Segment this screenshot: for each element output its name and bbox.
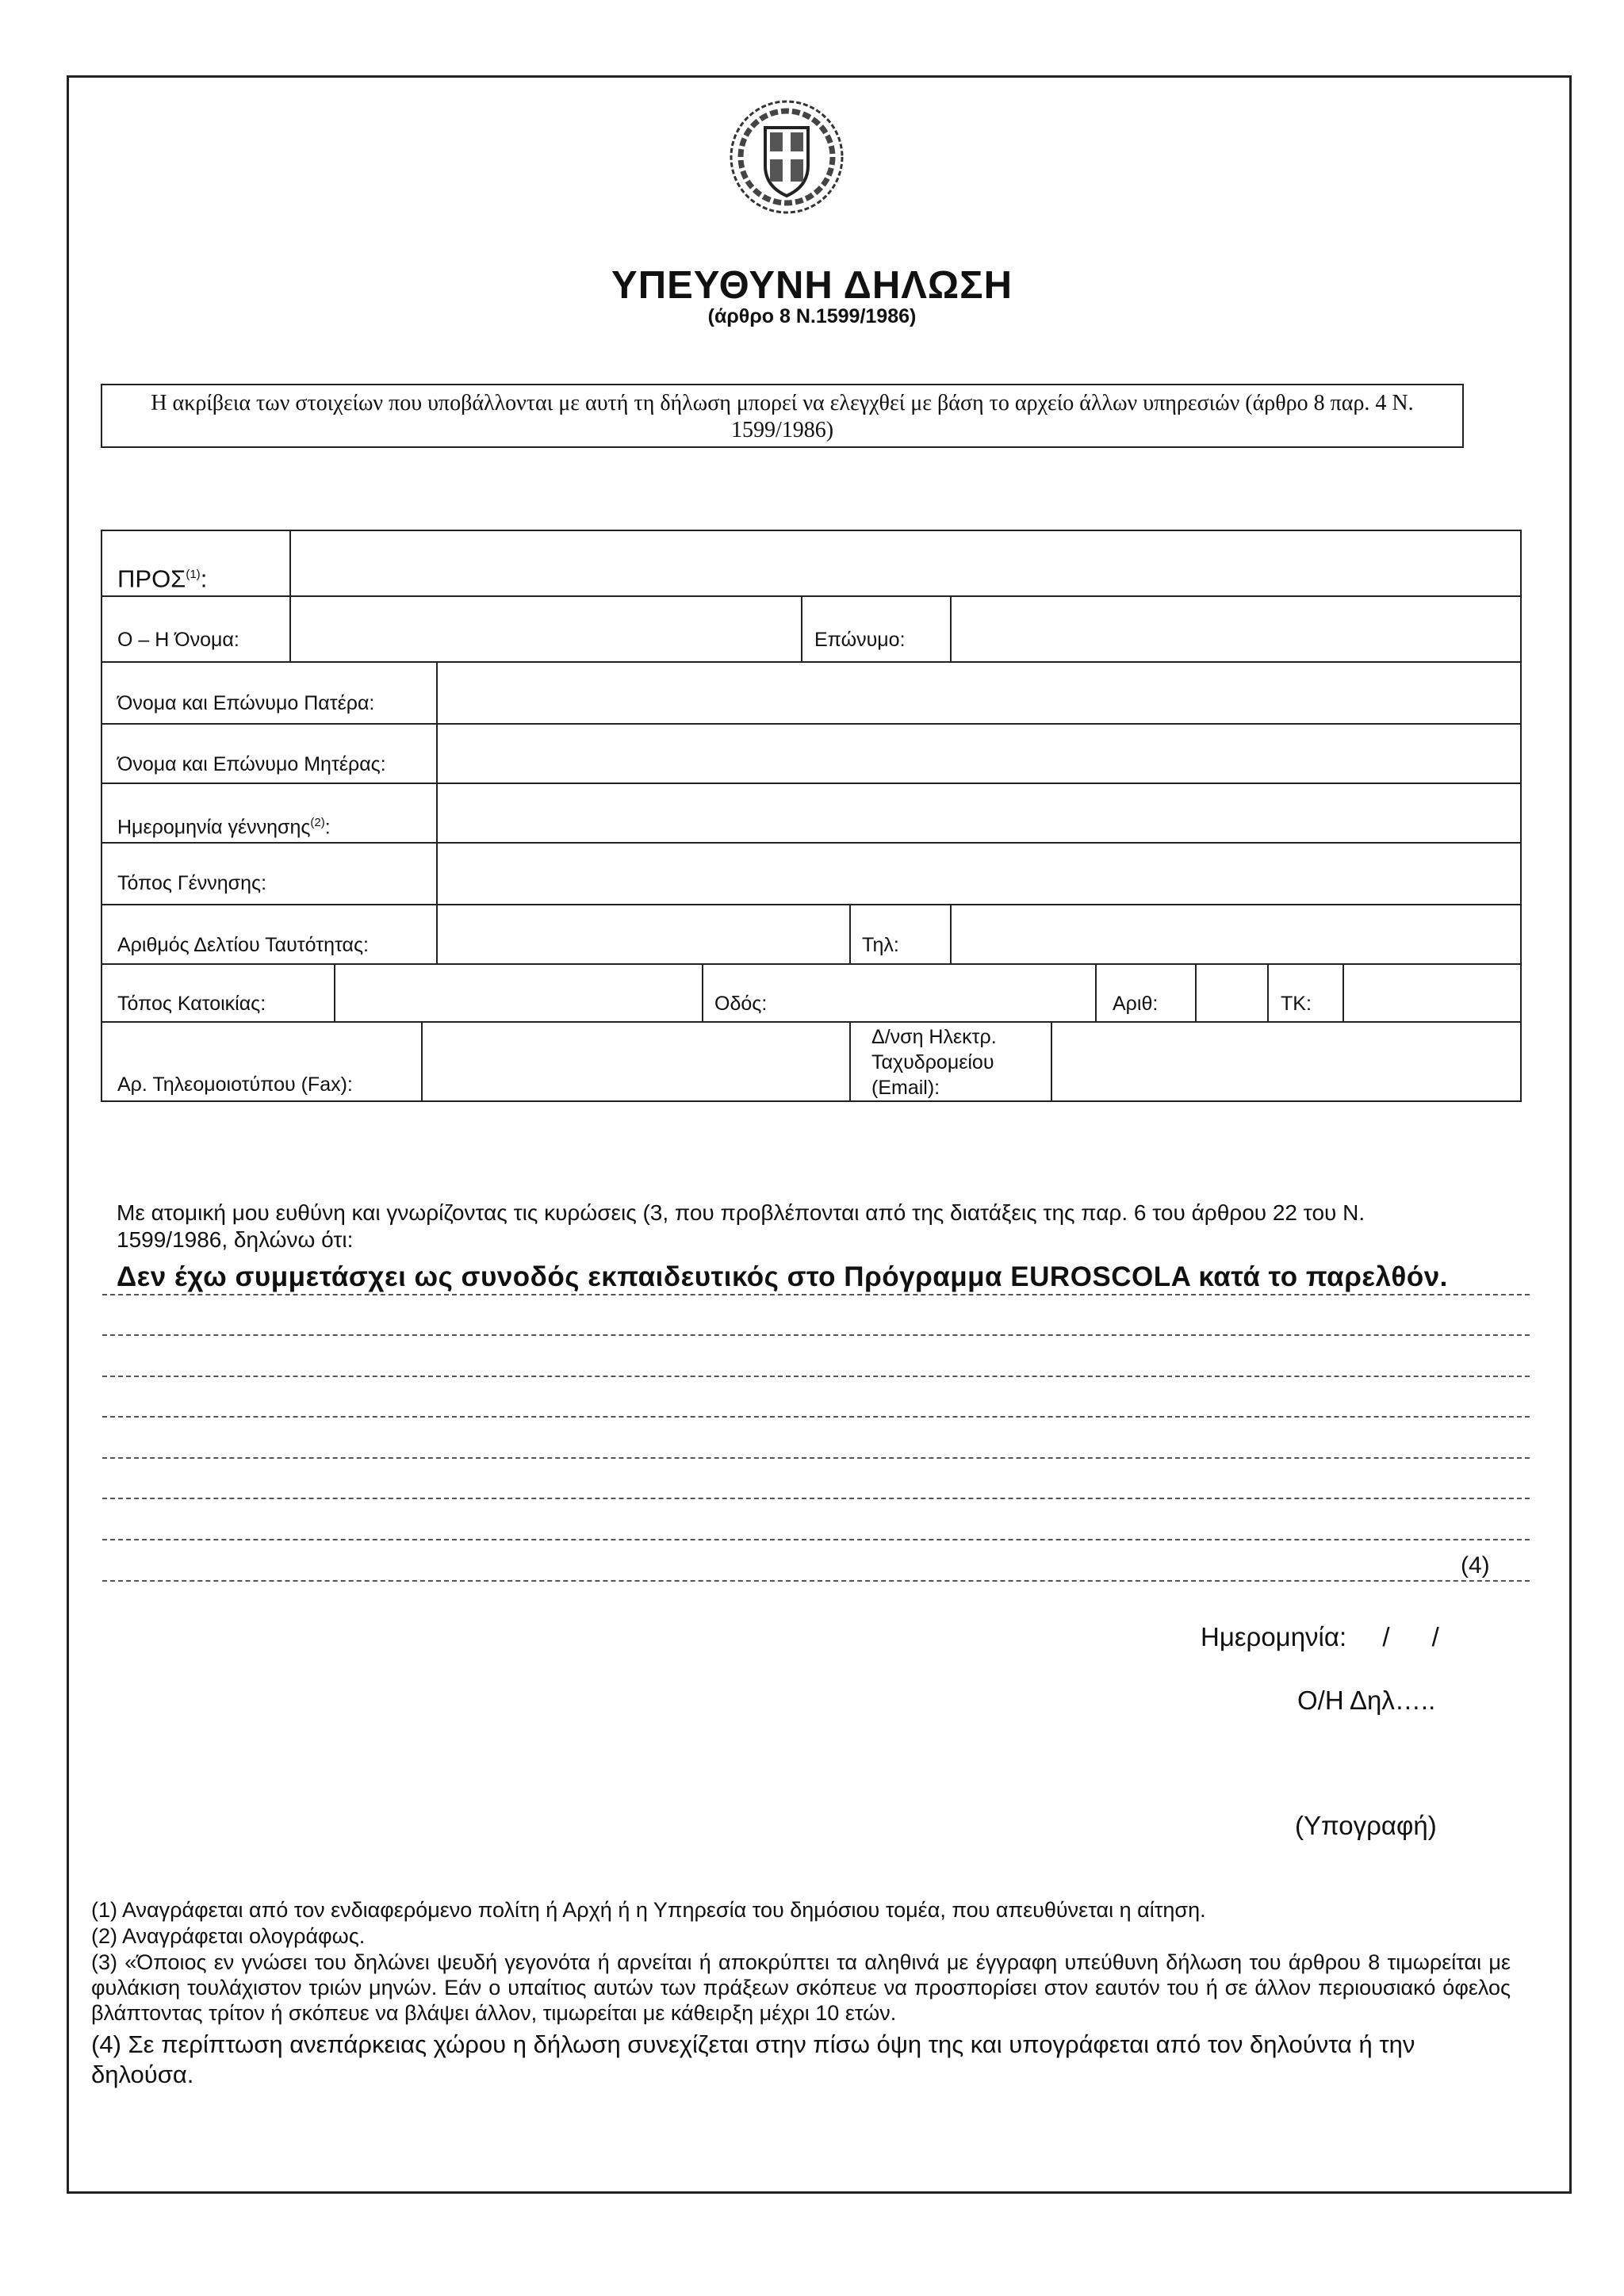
dotted-line (102, 1539, 1530, 1540)
to-field[interactable] (291, 531, 1520, 595)
accuracy-notice: Η ακρίβεια των στοιχείων που υποβάλλονται με αυτή τη δήλωση μπορεί να ελεγχθεί με βάση το αρχείο άλλων υπηρεσιών (άρθρο 8 παρ. 4 Ν. 1599/1986) (101, 384, 1464, 448)
email-field[interactable] (1052, 1023, 1520, 1100)
personal-details-table (101, 530, 1522, 1102)
to-label: ΠΡΟΣ$^{(1)}$: (117, 564, 208, 593)
page-subtitle: (άρθρο 8 Ν.1599/1986) (707, 305, 917, 327)
footnote-1: (1) Αναγράφεται από τον ενδιαφερόμενο πολίτη ή Αρχή ή η Υπηρεσία του δημόσιου τομέα, που απευθύνεται η αίτηση. (91, 1898, 1206, 1922)
footnote-4: (4) Σε περίπτωση ανεπάρκειας χώρου η δήλωση συνεχίζεται στην πίσω όψη της και υπογράφεται από τον δηλούντα ή την δηλούσα. (91, 2030, 1415, 2088)
street-label: Οδός: (714, 993, 768, 1015)
surname-field[interactable] (952, 597, 1520, 661)
dotted-line (102, 1498, 1530, 1499)
father-name-label: Όνομα και Επώνυμο Πατέρα: (117, 692, 375, 714)
phone-field[interactable] (952, 905, 1520, 963)
footnote-3: (3) «Όποιος εν γνώσει του δηλώνει ψευδή γεγονότα ή αρνείται ή αποκρύπτει τα αληθινά με έγγραφη υπεύθυνη δήλωση του άρθρου 8 τιμωρείται με φυλάκιση τουλάχιστον τριών μηνών. Εάν ο υπαίτιος αυτών των πράξεων σκόπευε να προσπορίσει στον εαυτόν του ή σε άλλον περιουσιακό όφελος βλάπτοντας τρίτον ή σκόπευε να βλάψει άλλον, τιμωρείται με κάθειρξη μέχρι 10 ετών. (91, 1950, 1511, 2025)
postcode-field[interactable] (1344, 965, 1520, 1021)
declaration-statement: Δεν έχω συμμετάσχει ως συνοδός εκπαιδευτικός στο Πρόγραμμα EUROSCOLA κατά το παρελθόν. (117, 1261, 1448, 1292)
fax-label: Αρ. Τηλεομοιοτύπου (Fax): (117, 1073, 353, 1096)
street-field[interactable] (703, 965, 1095, 1021)
greek-state-emblem-icon (727, 98, 846, 216)
dotted-line (102, 1334, 1530, 1336)
page-title: ΥΠΕΥΘΥΝΗ ΔΗΛΩΣΗ (611, 264, 1013, 307)
date-line: Ημερομηνία: / / (1201, 1622, 1439, 1651)
dotted-line (102, 1580, 1530, 1582)
dotted-line (102, 1376, 1530, 1377)
declarant-label: Ο/Η Δηλ….. (1297, 1686, 1436, 1715)
dotted-line (102, 1416, 1530, 1418)
fax-field[interactable] (423, 1023, 849, 1100)
signature-label: (Υπογραφή) (1295, 1811, 1437, 1840)
footnote-2: (2) Αναγράφεται ολογράφως. (91, 1924, 366, 1948)
residence-field[interactable] (335, 965, 702, 1021)
postcode-label: ΤΚ: (1281, 993, 1312, 1015)
dob-label: Ημερομηνία γέννησης$^{(2)}$: (117, 816, 331, 839)
birthplace-label: Τόπος Γέννησης: (117, 872, 267, 894)
declaration-intro: Με ατομική μου ευθύνη και γνωρίζοντας τις κυρώσεις (3, που προβλέπονται από της διατάξεις της παρ. 6 του άρθρου 22 του Ν. 1599/1986, δηλώνω ότι: (117, 1200, 1365, 1252)
id-number-field[interactable] (438, 905, 849, 963)
dob-field[interactable] (438, 784, 1520, 842)
email-label: Δ/νση Ηλεκτρ. Ταχυδρομείου (Email): (871, 1026, 997, 1099)
street-number-field[interactable] (1197, 965, 1267, 1021)
phone-label: Τηλ: (862, 934, 899, 956)
street-number-label: Αριθ: (1113, 993, 1159, 1015)
id-number-label: Αριθμός Δελτίου Ταυτότητας: (117, 934, 369, 956)
first-name-label: Ο – Η Όνομα: (117, 629, 239, 651)
mother-name-field[interactable] (438, 725, 1520, 783)
birthplace-field[interactable] (438, 844, 1520, 904)
father-name-field[interactable] (438, 663, 1520, 723)
residence-label: Τόπος Κατοικίας: (117, 993, 266, 1015)
dotted-line (102, 1294, 1530, 1295)
surname-label: Επώνυμο: (814, 629, 906, 651)
dotted-line (102, 1457, 1530, 1459)
note-4-reference: (4) (1461, 1552, 1490, 1578)
mother-name-label: Όνομα και Επώνυμο Μητέρας: (117, 753, 386, 775)
first-name-field[interactable] (291, 597, 801, 661)
